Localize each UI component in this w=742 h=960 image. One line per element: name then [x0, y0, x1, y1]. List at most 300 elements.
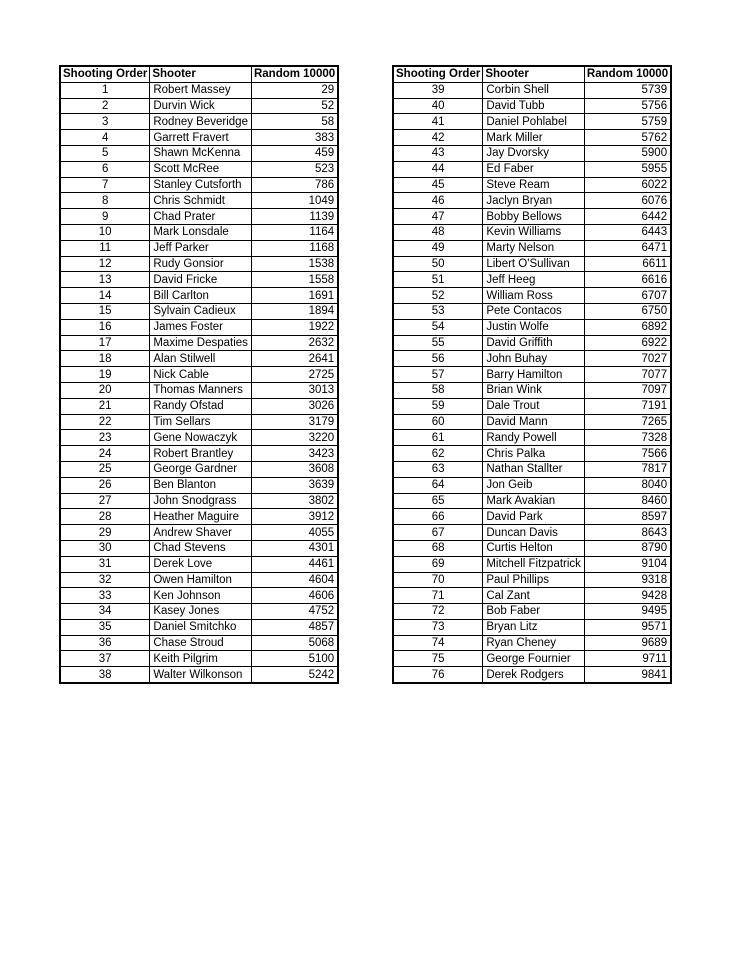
table-row — [60, 145, 338, 161]
shooter-name-cell: Maxime Despaties — [150, 335, 252, 351]
table-row — [60, 240, 338, 256]
table-row — [393, 651, 671, 667]
random-number-cell: 3802 — [251, 493, 338, 509]
shooting-order-cell: 59 — [393, 398, 483, 414]
shooter-name-cell: Heather Maguire — [150, 509, 252, 525]
random-number-cell: 1164 — [251, 224, 338, 240]
shooting-order-cell: 13 — [60, 272, 150, 288]
shooter-name-cell: Garrett Fravert — [150, 130, 252, 146]
random-number-cell: 2725 — [251, 367, 338, 383]
shooter-name-cell: James Foster — [150, 319, 252, 335]
table-row — [60, 114, 338, 130]
random-number-cell: 6022 — [584, 177, 671, 193]
table-row — [60, 382, 338, 398]
shooter-name-cell: Sylvain Cadieux — [150, 303, 252, 319]
shooting-order-cell: 7 — [60, 177, 150, 193]
shooting-order-cell: 56 — [393, 351, 483, 367]
random-number-cell: 7077 — [584, 367, 671, 383]
random-number-cell: 9689 — [584, 635, 671, 651]
random-number-cell: 459 — [251, 145, 338, 161]
table-row — [60, 509, 338, 525]
random-number-cell: 7027 — [584, 351, 671, 367]
shooter-name-cell: Corbin Shell — [483, 82, 585, 98]
random-number-cell: 8460 — [584, 493, 671, 509]
shooting-order-cell: 34 — [60, 604, 150, 620]
shooter-name-cell: Chad Prater — [150, 209, 252, 225]
shooting-order-cell: 76 — [393, 667, 483, 683]
shooting-order-cell: 47 — [393, 209, 483, 225]
shooting-order-cell: 45 — [393, 177, 483, 193]
table-row — [60, 288, 338, 304]
shooter-name-cell: Dale Trout — [483, 398, 585, 414]
table-row — [393, 525, 671, 541]
shooter-name-cell: Justin Wolfe — [483, 319, 585, 335]
shooting-order-cell: 36 — [60, 635, 150, 651]
header-shooting-order: Shooting Order — [60, 66, 150, 82]
random-number-cell: 7191 — [584, 398, 671, 414]
shooter-name-cell: Derek Love — [150, 556, 252, 572]
shooting-order-cell: 46 — [393, 193, 483, 209]
random-number-cell: 8040 — [584, 477, 671, 493]
random-number-cell: 5100 — [251, 651, 338, 667]
shooter-name-cell: Ed Faber — [483, 161, 585, 177]
shooting-order-cell: 28 — [60, 509, 150, 525]
table-row — [60, 414, 338, 430]
shooting-order-cell: 51 — [393, 272, 483, 288]
shooter-name-cell: John Buhay — [483, 351, 585, 367]
shooter-name-cell: Stanley Cutsforth — [150, 177, 252, 193]
random-number-cell: 383 — [251, 130, 338, 146]
table-row — [393, 367, 671, 383]
random-number-cell: 3639 — [251, 477, 338, 493]
shooter-name-cell: Owen Hamilton — [150, 572, 252, 588]
shooting-order-cell: 14 — [60, 288, 150, 304]
shooter-name-cell: Kasey Jones — [150, 604, 252, 620]
table-row — [60, 525, 338, 541]
table-row — [60, 477, 338, 493]
random-number-cell: 5900 — [584, 145, 671, 161]
table-row — [60, 161, 338, 177]
shooting-order-cell: 4 — [60, 130, 150, 146]
random-number-cell: 3423 — [251, 446, 338, 462]
shooting-order-cell: 11 — [60, 240, 150, 256]
shooter-name-cell: Steve Ream — [483, 177, 585, 193]
shooting-order-cell: 68 — [393, 540, 483, 556]
table-row — [393, 604, 671, 620]
shooter-name-cell: Shawn McKenna — [150, 145, 252, 161]
random-number-cell: 9104 — [584, 556, 671, 572]
table-row — [393, 335, 671, 351]
shooter-name-cell: Rodney Beveridge — [150, 114, 252, 130]
shooting-order-cell: 42 — [393, 130, 483, 146]
shooting-order-cell: 54 — [393, 319, 483, 335]
shooter-name-cell: Nick Cable — [150, 367, 252, 383]
random-number-cell: 523 — [251, 161, 338, 177]
header-row — [393, 66, 671, 82]
header-shooter: Shooter — [483, 66, 585, 82]
random-number-cell: 7566 — [584, 446, 671, 462]
shooting-order-cell: 10 — [60, 224, 150, 240]
table-row — [60, 351, 338, 367]
table-row — [393, 477, 671, 493]
shooting-order-cell: 27 — [60, 493, 150, 509]
shooting-order-cell: 35 — [60, 619, 150, 635]
shooter-name-cell: Durvin Wick — [150, 98, 252, 114]
shooter-name-cell: Marty Nelson — [483, 240, 585, 256]
shooter-name-cell: Mark Avakian — [483, 493, 585, 509]
random-number-cell: 5762 — [584, 130, 671, 146]
table-row — [393, 414, 671, 430]
shooting-order-cell: 23 — [60, 430, 150, 446]
shooter-name-cell: Chad Stevens — [150, 540, 252, 556]
random-number-cell: 1894 — [251, 303, 338, 319]
header-shooter: Shooter — [150, 66, 252, 82]
shooting-order-cell: 26 — [60, 477, 150, 493]
random-number-cell: 3179 — [251, 414, 338, 430]
shooter-name-cell: Duncan Davis — [483, 525, 585, 541]
shooting-order-cell: 9 — [60, 209, 150, 225]
shooting-order-cell: 32 — [60, 572, 150, 588]
random-number-cell: 6922 — [584, 335, 671, 351]
table-row — [393, 130, 671, 146]
shooter-name-cell: Randy Ofstad — [150, 398, 252, 414]
shooting-order-cell: 5 — [60, 145, 150, 161]
shooting-order-table-right — [392, 65, 672, 684]
shooter-name-cell: David Mann — [483, 414, 585, 430]
table-row — [393, 288, 671, 304]
shooting-order-cell: 60 — [393, 414, 483, 430]
random-number-cell: 2632 — [251, 335, 338, 351]
table-row — [60, 619, 338, 635]
shooter-name-cell: Mitchell Fitzpatrick — [483, 556, 585, 572]
shooter-name-cell: Ryan Cheney — [483, 635, 585, 651]
shooter-name-cell: Chris Palka — [483, 446, 585, 462]
table-row — [60, 209, 338, 225]
shooting-order-cell: 63 — [393, 461, 483, 477]
shooter-name-cell: Jay Dvorsky — [483, 145, 585, 161]
shooting-order-cell: 74 — [393, 635, 483, 651]
shooting-order-cell: 40 — [393, 98, 483, 114]
shooting-order-cell: 64 — [393, 477, 483, 493]
random-number-cell: 7097 — [584, 382, 671, 398]
shooter-name-cell: Walter Wilkonson — [150, 667, 252, 683]
table-row — [393, 509, 671, 525]
table-row — [393, 461, 671, 477]
random-number-cell: 9841 — [584, 667, 671, 683]
table-row — [393, 382, 671, 398]
shooting-order-cell: 29 — [60, 525, 150, 541]
shooting-order-cell: 21 — [60, 398, 150, 414]
random-number-cell: 6076 — [584, 193, 671, 209]
random-number-cell: 2641 — [251, 351, 338, 367]
shooting-order-cell: 73 — [393, 619, 483, 635]
shooting-order-cell: 52 — [393, 288, 483, 304]
random-number-cell: 6750 — [584, 303, 671, 319]
shooting-order-cell: 30 — [60, 540, 150, 556]
shooting-order-cell: 69 — [393, 556, 483, 572]
shooter-name-cell: David Griffith — [483, 335, 585, 351]
shooting-order-cell: 50 — [393, 256, 483, 272]
shooting-order-cell: 3 — [60, 114, 150, 130]
shooter-name-cell: Bryan Litz — [483, 619, 585, 635]
shooter-name-cell: Curtis Helton — [483, 540, 585, 556]
random-number-cell: 786 — [251, 177, 338, 193]
random-number-cell: 7265 — [584, 414, 671, 430]
header-random: Random 10000 — [584, 66, 671, 82]
shooting-order-cell: 44 — [393, 161, 483, 177]
table-row — [393, 556, 671, 572]
table-row — [60, 651, 338, 667]
shooter-name-cell: David Tubb — [483, 98, 585, 114]
table-row — [60, 193, 338, 209]
random-number-cell: 9571 — [584, 619, 671, 635]
table-row — [393, 588, 671, 604]
random-number-cell: 1049 — [251, 193, 338, 209]
shooter-name-cell: Derek Rodgers — [483, 667, 585, 683]
table-row — [393, 319, 671, 335]
shooter-name-cell: Mark Lonsdale — [150, 224, 252, 240]
shooting-order-cell: 12 — [60, 256, 150, 272]
table-row — [60, 540, 338, 556]
random-number-cell: 8643 — [584, 525, 671, 541]
shooting-order-cell: 6 — [60, 161, 150, 177]
shooting-order-table-left — [59, 65, 339, 684]
shooter-name-cell: Keith Pilgrim — [150, 651, 252, 667]
table-row — [60, 303, 338, 319]
table-row — [393, 430, 671, 446]
table-row — [60, 272, 338, 288]
shooter-name-cell: Libert O'Sullivan — [483, 256, 585, 272]
random-number-cell: 6611 — [584, 256, 671, 272]
shooting-order-cell: 17 — [60, 335, 150, 351]
table-row — [393, 209, 671, 225]
random-number-cell: 6443 — [584, 224, 671, 240]
table-row — [60, 461, 338, 477]
table-row — [393, 303, 671, 319]
random-number-cell: 58 — [251, 114, 338, 130]
shooting-order-cell: 55 — [393, 335, 483, 351]
shooting-order-cell: 57 — [393, 367, 483, 383]
table-row — [393, 272, 671, 288]
table-row — [393, 398, 671, 414]
shooter-name-cell: Gene Nowaczyk — [150, 430, 252, 446]
shooting-order-cell: 70 — [393, 572, 483, 588]
table-row — [393, 351, 671, 367]
shooting-order-cell: 41 — [393, 114, 483, 130]
shooter-name-cell: Bill Carlton — [150, 288, 252, 304]
header-row — [60, 66, 338, 82]
random-number-cell: 29 — [251, 82, 338, 98]
shooter-name-cell: Kevin Williams — [483, 224, 585, 240]
shooting-order-cell: 31 — [60, 556, 150, 572]
table-row — [60, 224, 338, 240]
table-row — [393, 572, 671, 588]
random-number-cell: 5242 — [251, 667, 338, 683]
shooting-order-cell: 65 — [393, 493, 483, 509]
table-row — [60, 98, 338, 114]
shooter-name-cell: Rudy Gonsior — [150, 256, 252, 272]
shooting-order-cell: 8 — [60, 193, 150, 209]
table-row — [60, 82, 338, 98]
shooting-order-cell: 38 — [60, 667, 150, 683]
random-number-cell: 3026 — [251, 398, 338, 414]
random-number-cell: 4604 — [251, 572, 338, 588]
shooting-order-cell: 15 — [60, 303, 150, 319]
table-row — [60, 446, 338, 462]
shooter-name-cell: Chase Stroud — [150, 635, 252, 651]
table-row — [393, 177, 671, 193]
shooting-order-cell: 48 — [393, 224, 483, 240]
table-row — [393, 540, 671, 556]
table-row — [60, 319, 338, 335]
shooter-name-cell: Jon Geib — [483, 477, 585, 493]
random-number-cell: 8790 — [584, 540, 671, 556]
random-number-cell: 8597 — [584, 509, 671, 525]
table-row — [60, 572, 338, 588]
shooting-order-cell: 72 — [393, 604, 483, 620]
random-number-cell: 5756 — [584, 98, 671, 114]
shooting-order-cell: 75 — [393, 651, 483, 667]
shooter-name-cell: David Fricke — [150, 272, 252, 288]
shooting-order-cell: 53 — [393, 303, 483, 319]
shooter-name-cell: John Snodgrass — [150, 493, 252, 509]
random-number-cell: 1139 — [251, 209, 338, 225]
random-number-cell: 5955 — [584, 161, 671, 177]
shooter-name-cell: Barry Hamilton — [483, 367, 585, 383]
random-number-cell: 9495 — [584, 604, 671, 620]
table-row — [60, 556, 338, 572]
shooting-order-cell: 25 — [60, 461, 150, 477]
table-row — [60, 130, 338, 146]
shooter-name-cell: Brian Wink — [483, 382, 585, 398]
table-row — [393, 635, 671, 651]
shooting-order-cell: 22 — [60, 414, 150, 430]
shooting-order-cell: 20 — [60, 382, 150, 398]
shooter-name-cell: Thomas Manners — [150, 382, 252, 398]
table-row — [393, 240, 671, 256]
shooter-name-cell: Alan Stilwell — [150, 351, 252, 367]
random-number-cell: 3912 — [251, 509, 338, 525]
shooting-order-cell: 66 — [393, 509, 483, 525]
shooter-name-cell: Jeff Heeg — [483, 272, 585, 288]
shooting-order-cell: 37 — [60, 651, 150, 667]
table-row — [393, 161, 671, 177]
shooting-order-cell: 39 — [393, 82, 483, 98]
table-row — [393, 619, 671, 635]
shooter-name-cell: David Park — [483, 509, 585, 525]
random-number-cell: 3220 — [251, 430, 338, 446]
shooter-name-cell: Randy Powell — [483, 430, 585, 446]
random-number-cell: 1168 — [251, 240, 338, 256]
shooter-name-cell: Robert Brantley — [150, 446, 252, 462]
random-number-cell: 9711 — [584, 651, 671, 667]
random-number-cell: 1538 — [251, 256, 338, 272]
shooting-order-cell: 49 — [393, 240, 483, 256]
table-row — [393, 98, 671, 114]
table-row — [60, 635, 338, 651]
shooting-order-cell: 2 — [60, 98, 150, 114]
shooter-name-cell: Daniel Smitchko — [150, 619, 252, 635]
shooter-name-cell: Ben Blanton — [150, 477, 252, 493]
table-row — [60, 398, 338, 414]
shooting-order-cell: 1 — [60, 82, 150, 98]
shooter-name-cell: Jaclyn Bryan — [483, 193, 585, 209]
random-number-cell: 6892 — [584, 319, 671, 335]
shooter-name-cell: Robert Massey — [150, 82, 252, 98]
random-number-cell: 4301 — [251, 540, 338, 556]
random-number-cell: 5068 — [251, 635, 338, 651]
shooting-order-cell: 16 — [60, 319, 150, 335]
shooter-name-cell: Paul Phillips — [483, 572, 585, 588]
shooter-name-cell: William Ross — [483, 288, 585, 304]
shooter-name-cell: Chris Schmidt — [150, 193, 252, 209]
shooter-name-cell: Nathan Stallter — [483, 461, 585, 477]
shooter-name-cell: George Gardner — [150, 461, 252, 477]
random-number-cell: 6707 — [584, 288, 671, 304]
random-number-cell: 7328 — [584, 430, 671, 446]
header-shooting-order: Shooting Order — [393, 66, 483, 82]
shooting-order-cell: 67 — [393, 525, 483, 541]
header-random: Random 10000 — [251, 66, 338, 82]
shooter-name-cell: Mark Miller — [483, 130, 585, 146]
table-row — [393, 667, 671, 683]
shooter-name-cell: Jeff Parker — [150, 240, 252, 256]
random-number-cell: 9428 — [584, 588, 671, 604]
random-number-cell: 3013 — [251, 382, 338, 398]
shooter-name-cell: Cal Zant — [483, 588, 585, 604]
shooter-name-cell: Bobby Bellows — [483, 209, 585, 225]
random-number-cell: 7817 — [584, 461, 671, 477]
random-number-cell: 3608 — [251, 461, 338, 477]
table-row — [393, 446, 671, 462]
shooter-name-cell: Ken Johnson — [150, 588, 252, 604]
shooting-order-cell: 62 — [393, 446, 483, 462]
shooter-name-cell: Bob Faber — [483, 604, 585, 620]
table-row — [393, 256, 671, 272]
shooter-name-cell: George Fournier — [483, 651, 585, 667]
random-number-cell: 1558 — [251, 272, 338, 288]
table-row — [393, 145, 671, 161]
table-row — [393, 224, 671, 240]
table-row — [60, 256, 338, 272]
random-number-cell: 4055 — [251, 525, 338, 541]
table-row — [60, 667, 338, 683]
random-number-cell: 5739 — [584, 82, 671, 98]
shooting-order-cell: 24 — [60, 446, 150, 462]
table-row — [60, 493, 338, 509]
shooting-order-cell: 33 — [60, 588, 150, 604]
random-number-cell: 1922 — [251, 319, 338, 335]
random-number-cell: 5759 — [584, 114, 671, 130]
table-row — [60, 604, 338, 620]
shooting-order-cell: 43 — [393, 145, 483, 161]
random-number-cell: 6471 — [584, 240, 671, 256]
random-number-cell: 4752 — [251, 604, 338, 620]
table-row — [393, 114, 671, 130]
shooting-order-cell: 19 — [60, 367, 150, 383]
shooter-name-cell: Pete Contacos — [483, 303, 585, 319]
table-row — [60, 177, 338, 193]
table-row — [60, 335, 338, 351]
random-number-cell: 4606 — [251, 588, 338, 604]
random-number-cell: 9318 — [584, 572, 671, 588]
random-number-cell: 4857 — [251, 619, 338, 635]
table-row — [393, 82, 671, 98]
table-row — [60, 588, 338, 604]
random-number-cell: 6442 — [584, 209, 671, 225]
table-row — [60, 430, 338, 446]
random-number-cell: 4461 — [251, 556, 338, 572]
